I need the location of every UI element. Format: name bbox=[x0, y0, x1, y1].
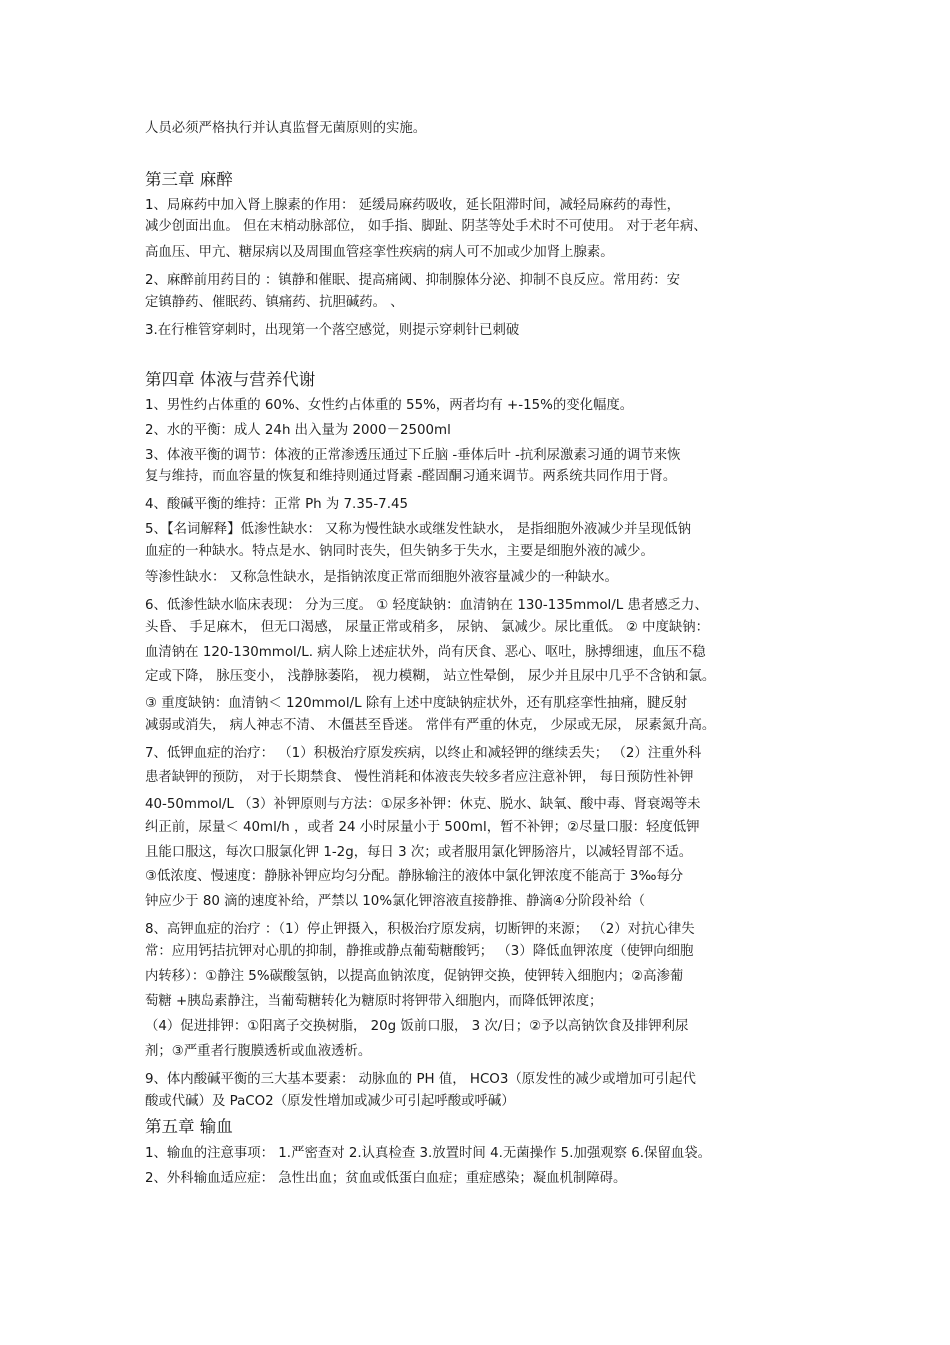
ch4-line: ③低浓度、慢速度：静脉补钾应均匀分配。静脉输注的液体中氯化钾浓度不能高于 3‰每分 bbox=[145, 869, 684, 884]
ch4-line: 复与维持，而血容量的恢复和维持则通过肾素 -醛固酮习通来调节。两系统共同作用于肾。 bbox=[145, 469, 677, 484]
ch3-line: 定镇静药、催眠药、镇痛药、抗胆碱药。 、 bbox=[145, 295, 404, 310]
ch4-line: 5、【名词解释】低渗性缺水： 又称为慢性缺水或继发性缺水， 是指细胞外液减少并呈现低钠 bbox=[145, 522, 691, 537]
ch4-line: 40-50mmol/L （3）补钾原则与方法：①尿多补钾：休克、脱水、缺氧、酸中毒、肾衰竭等未 bbox=[145, 797, 701, 812]
ch5-line: 2、外科输血适应症： 急性出血；贫血或低蛋白血症；重症感染；凝血机制障碍。 bbox=[145, 1171, 627, 1186]
ch4-line: 血症的一种缺水。特点是水、钠同时丧失，但失钠多于失水，主要是细胞外液的减少。 bbox=[145, 544, 654, 559]
chapter-5-title: 第五章 输血 bbox=[145, 1117, 233, 1136]
ch4-line: 且能口服这，每次口服氯化钾 1-2g，每日 3 次；或者服用氯化钾肠溶片，以减轻胃部不适。 bbox=[145, 845, 693, 860]
ch4-line: 头昏、 手足麻木， 但无口渴感， 尿量正常或稍多， 尿钠、 氯减少。尿比重低。 ② 中度缺钠： bbox=[145, 620, 710, 635]
ch3-line: 2、麻醉前用药目的 ：镇静和催眠、提高痛阈、抑制腺体分泌、抑制不良反应。常用药：安 bbox=[145, 273, 681, 288]
ch4-line: 8、高钾血症的治疗 ：（1）停止钾摄入，积极治疗原发病，切断钾的来源； （2）对抗心律失 bbox=[145, 922, 695, 937]
ch5-line: 1、输血的注意事项： 1.严密查对 2.认真检查 3.放置时间 4.无菌操作 5.加强观察 6.保留血袋。 bbox=[145, 1146, 711, 1161]
ch4-line: 等渗性缺水： 又称急性缺水，是指钠浓度正常而细胞外液容量减少的一种缺水。 bbox=[145, 570, 618, 585]
ch4-line: 纠正前，尿量＜ 40ml/h ，或者 24 小时尿量小于 500ml，暂不补钾；②尽量口服：轻度低钾 bbox=[145, 820, 700, 835]
ch4-line: 患者缺钾的预防， 对于长期禁食、 慢性消耗和体液丧失较多者应注意补钾， 每日预防性补钾 bbox=[145, 770, 694, 785]
ch4-line: ③ 重度缺钠：血清钠＜ 120mmol/L 除有上述中度缺钠症状外，还有肌痉挛性抽痛，腱反射 bbox=[145, 696, 688, 711]
ch4-line: 9、体内酸碱平衡的三大基本要素： 动脉血的 PH 值， HCO3（原发性的减少或增加可引起代 bbox=[145, 1072, 696, 1087]
intro-line: 人员必须严格执行并认真监督无菌原则的实施。 bbox=[145, 121, 427, 136]
ch4-line: 萄糖 +胰岛素静注，当葡萄糖转化为糖原时将钾带入细胞内，而降低钾浓度； bbox=[145, 994, 603, 1009]
ch4-line: （4）促进排钾：①阳离子交换树脂， 20g 饭前口服， 3 次/日；②予以高钠饮食及排钾利尿 bbox=[145, 1019, 689, 1034]
ch4-line: 剂；③严重者行腹膜透析或血液透析。 bbox=[145, 1044, 372, 1059]
ch3-line: 1、局麻药中加入肾上腺素的作用： 延缓局麻药吸收，延长阻滞时间，减轻局麻药的毒性， bbox=[145, 198, 681, 213]
ch3-line: 高血压、甲亢、糖尿病以及周围血管痉挛性疾病的病人可不加或少加肾上腺素。 bbox=[145, 245, 614, 260]
ch4-line: 减弱或消失， 病人神志不清、 木僵甚至昏迷。 常伴有严重的休克， 少尿或无尿， 尿素氮升高。 bbox=[145, 718, 716, 733]
chapter-4-title: 第四章 体液与营养代谢 bbox=[145, 370, 316, 389]
ch3-line: 3.在行椎管穿刺时，出现第一个落空感觉，则提示穿刺针已刺破 bbox=[145, 323, 520, 338]
ch4-line: 4、酸碱平衡的维持：正常 Ph 为 7.35-7.45 bbox=[145, 497, 408, 512]
ch4-line: 钟应少于 80 滴的速度补给，严禁以 10%氯化钾溶液直接静推、静滴④分阶段补给（ bbox=[145, 894, 646, 909]
ch4-line: 定或下降， 脉压变小， 浅静脉萎陷， 视力模糊， 站立性晕倒， 尿少并且尿中几乎不含钠和氯。 bbox=[145, 669, 716, 684]
ch4-line: 常：应用钙拮抗钾对心肌的抑制，静推或静点葡萄糖酸钙； （3）降低血钾浓度（使钾向细胞 bbox=[145, 944, 694, 959]
ch4-line: 2、水的平衡：成人 24h 出入量为 2000－2500ml bbox=[145, 423, 451, 438]
ch4-line: 1、男性约占体重的 60%、女性约占体重的 55%，两者均有 +-15%的变化幅度。 bbox=[145, 398, 634, 413]
ch4-line: 3、体液平衡的调节：体液的正常渗透压通过下丘脑 -垂体后叶 -抗利尿激素习通的调节来恢 bbox=[145, 448, 681, 463]
ch4-line: 7、低钾血症的治疗： （1）积极治疗原发疾病，以终止和减轻钾的继续丢失； （2）注重外科 bbox=[145, 746, 702, 761]
ch4-line: 酸或代碱）及 PaCO2（原发性增加或减少可引起呼酸或呼碱） bbox=[145, 1094, 515, 1109]
ch3-line: 减少创面出血。 但在末梢动脉部位， 如手指、脚趾、阴茎等处手术时不可使用。 对于老年病、 bbox=[145, 219, 707, 234]
ch4-line: 6、低渗性缺水临床表现： 分为三度。 ① 轻度缺钠：血清钠在 130-135mmol/L 患者感乏力、 bbox=[145, 598, 708, 613]
chapter-3-title: 第三章 麻醉 bbox=[145, 170, 233, 189]
ch4-line: 血清钠在 120-130mmol/L. 病人除上述症状外，尚有厌食、恶心、呕吐，脉搏细速，血压不稳 bbox=[145, 645, 706, 660]
ch4-line: 内转移）：①静注 5%碳酸氢钠，以提高血钠浓度，促钠钾交换，使钾转入细胞内；②高渗葡 bbox=[145, 969, 684, 984]
